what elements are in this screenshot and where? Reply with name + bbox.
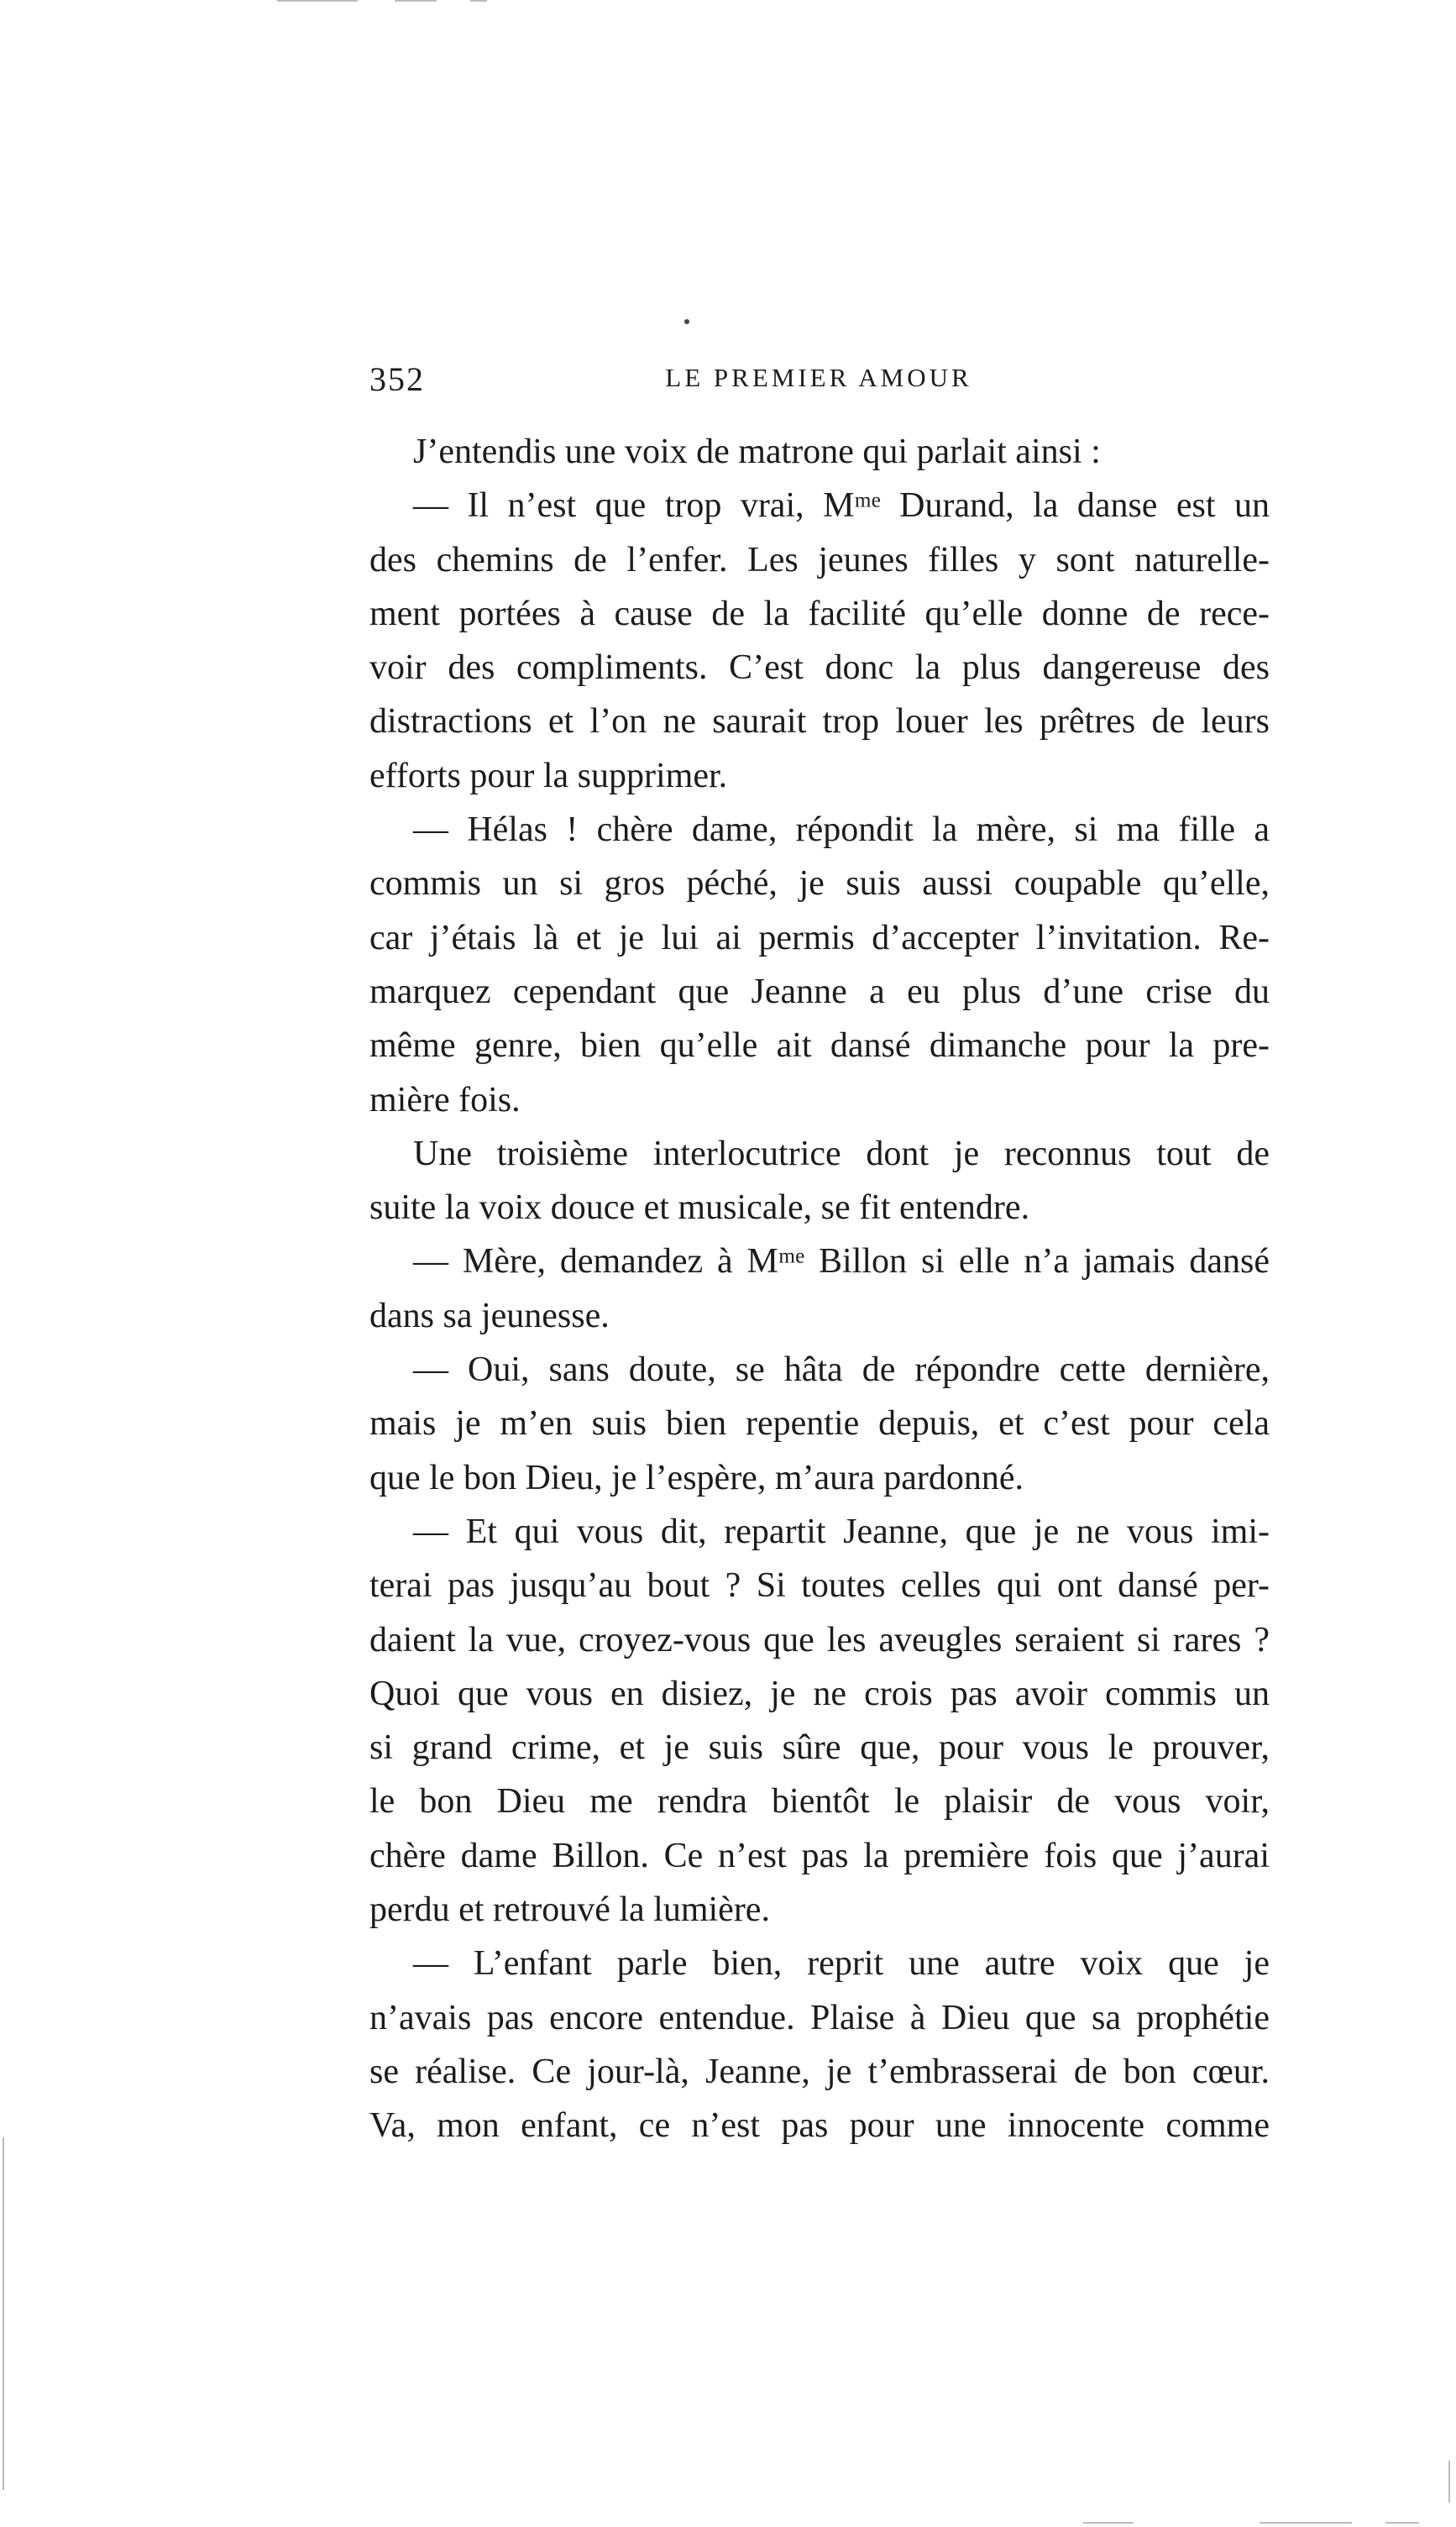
scan-edge-mark (3, 2137, 4, 2490)
scan-edge-mark (395, 0, 437, 2)
text-line: si grand crime, et je suis sûre que, pour vous le prouver, (369, 1728, 1270, 1768)
text-line: le bon Dieu me rendra bientôt le plaisir de vous voir, (369, 1782, 1270, 1822)
page-header (369, 359, 1268, 410)
text-line: efforts pour la supprimer. (369, 756, 728, 795)
text-line: car j’étais là et je lui ai permis d’accepter l’invitation. Re- (369, 918, 1270, 957)
text-line: suite la voix douce et musicale, se fit entendre. (369, 1188, 1030, 1228)
text-line: chère dame Billon. Ce n’est pas la première fois que j’aurai (369, 1836, 1270, 1875)
body-text (369, 425, 1270, 2153)
text-line: distractions et l’on ne saurait trop louer les prêtres de leurs (369, 702, 1270, 742)
scan-edge-mark (1260, 2522, 1352, 2524)
text-line: des chemins de l’enfer. Les jeunes filles y sont naturelle- (369, 540, 1270, 579)
text-line: même genre, bien qu’elle ait dansé dimanche pour la pre- (369, 1026, 1270, 1066)
text-line: n’avais pas encore entendue. Plaise à Dieu que sa prophétie (369, 1998, 1270, 2037)
text-line: que le bon Dieu, je l’espère, m’aura pardonné. (369, 1458, 1024, 1497)
text-line: — Mère, demandez à Mᵐᵉ Billon si elle n’a jamais dansé (413, 1242, 1270, 1282)
text-line: Une troisième interlocutrice dont je reconnus tout de (413, 1134, 1270, 1173)
text-line: voir des compliments. C’est donc la plus dangereuse des (369, 648, 1270, 688)
text-line: mais je m’en suis bien repentie depuis, et c’est pour cela (369, 1404, 1270, 1444)
scan-edge-mark (1083, 2522, 1134, 2524)
text-line: — Oui, sans doute, se hâta de répondre cette dernière, (413, 1350, 1270, 1390)
text-line: commis un si gros péché, je suis aussi coupable qu’elle, (369, 864, 1270, 904)
text-line: dans sa jeunesse. (369, 1296, 610, 1335)
text-line: Quoi que vous en disiez, je ne crois pas avoir commis un (369, 1674, 1270, 1713)
scan-edge-mark (277, 0, 358, 2)
text-line: ment portées à cause de la facilité qu’elle donne de rece- (369, 594, 1270, 633)
ink-dot (684, 319, 689, 324)
text-line: se réalise. Ce jour-là, Jeanne, je t’embrasserai de bon cœur. (369, 2052, 1270, 2091)
text-line: daient la vue, croyez-vous que les aveugles seraient si rares ? (369, 1620, 1270, 1659)
text-line: marquez cependant que Jeanne a eu plus d’une crise du (369, 972, 1270, 1011)
text-line: — L’enfant parle bien, reprit une autre voix que je (413, 1944, 1270, 1984)
text-line: perdu et retrouvé la lumière. (369, 1890, 770, 1930)
page-number: 352 (369, 360, 425, 398)
text-line: J’entendis une voix de matrone qui parlait ainsi : (413, 433, 1101, 471)
scan-edge-mark (1385, 2522, 1419, 2524)
text-line: terai pas jusqu’au bout ? Si toutes celles qui ont dansé per- (369, 1566, 1270, 1606)
text-line: Va, mon enfant, ce n’est pas pour une innocente comme (369, 2106, 1270, 2146)
scan-edge-mark (470, 0, 487, 2)
scan-edge-mark (1448, 2461, 1450, 2503)
text-line: — Hélas ! chère dame, répondit la mère, si ma fille a (413, 810, 1270, 850)
text-line: mière fois. (369, 1080, 521, 1119)
text-line: — Il n’est que trop vrai, Mᵐᵉ Durand, la danse est un (413, 486, 1270, 526)
text-line: — Et qui vous dit, repartit Jeanne, que je ne vous imi- (413, 1512, 1270, 1551)
running-title: LE PREMIER AMOUR (665, 363, 972, 392)
